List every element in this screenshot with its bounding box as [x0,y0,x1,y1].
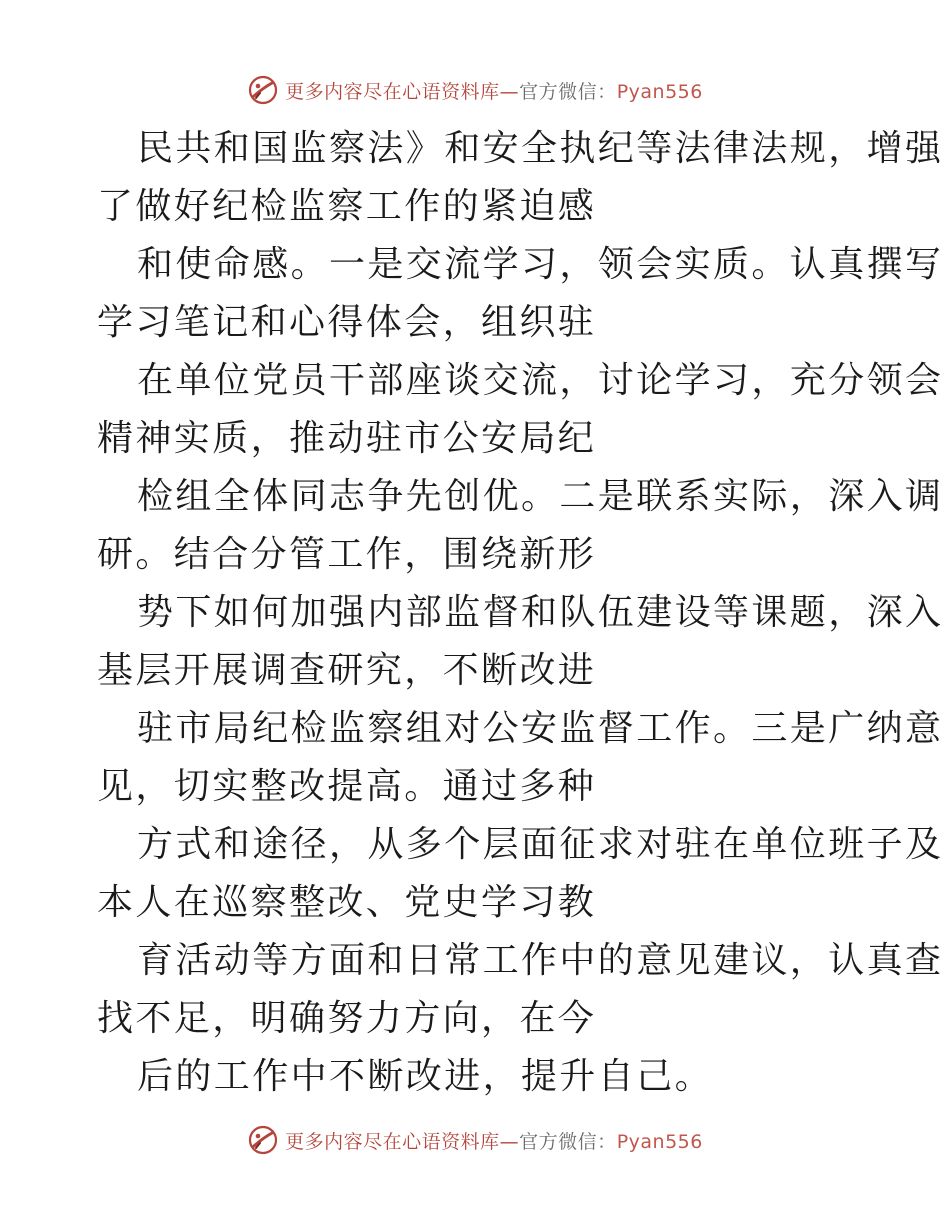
footer-banner-main: 更多内容尽在心语资料库 [285,1130,500,1153]
footer-banner-wechat-id: Pyan556 [616,1130,703,1153]
header-banner-wechat-id: Pyan556 [616,80,703,103]
body-line: 势下如何加强内部监督和队伍建设等课题，深入 [137,592,944,633]
body-line: 见，切实整改提高。通过多种 [97,766,597,807]
body-line: 精神实质，推动驻市公安局纪 [97,418,597,459]
body-line: 方式和途径，从多个层面征求对驻在单位班子及 [137,824,944,865]
body-line: 学习笔记和心得体会，组织驻 [97,302,597,343]
header-banner [0,70,950,110]
body-line: 和使命感。一是交流学习，领会实质。认真撰写 [137,244,944,285]
body-line: 在单位党员干部座谈交流，讨论学习，充分领会 [137,360,944,401]
header-banner-main: 更多内容尽在心语资料库 [285,80,500,103]
footer-banner-text [285,1127,703,1154]
body-line: 后的工作中不断改进，提升自己。 [137,1056,714,1097]
pen-book-logo-icon [247,1124,279,1156]
footer-banner [0,1120,950,1160]
body-line: 民共和国监察法》和安全执纪等法律法规，增强 [137,128,944,169]
footer-banner-wechat-label: 官方微信： [519,1130,617,1153]
body-line: 本人在巡察整改、党史学习教 [97,882,597,923]
header-banner-dash: — [499,80,520,103]
header-banner-text [285,77,703,104]
body-line: 驻市局纪检监察组对公安监督工作。三是广纳意 [137,708,944,749]
body-line: 了做好纪检监察工作的紧迫感 [97,186,597,227]
body-line: 基层开展调查研究，不断改进 [97,650,597,691]
pen-book-logo-icon [247,74,279,106]
body-line: 检组全体同志争先创优。二是联系实际，深入调 [137,476,944,517]
body-line: 找不足，明确努力方向，在今 [97,998,597,1039]
footer-banner-dash: — [499,1130,520,1153]
body-line: 研。结合分管工作，围绕新形 [97,534,597,575]
body-line: 育活动等方面和日常工作中的意见建议，认真查 [137,940,944,981]
header-banner-wechat-label: 官方微信： [519,80,617,103]
